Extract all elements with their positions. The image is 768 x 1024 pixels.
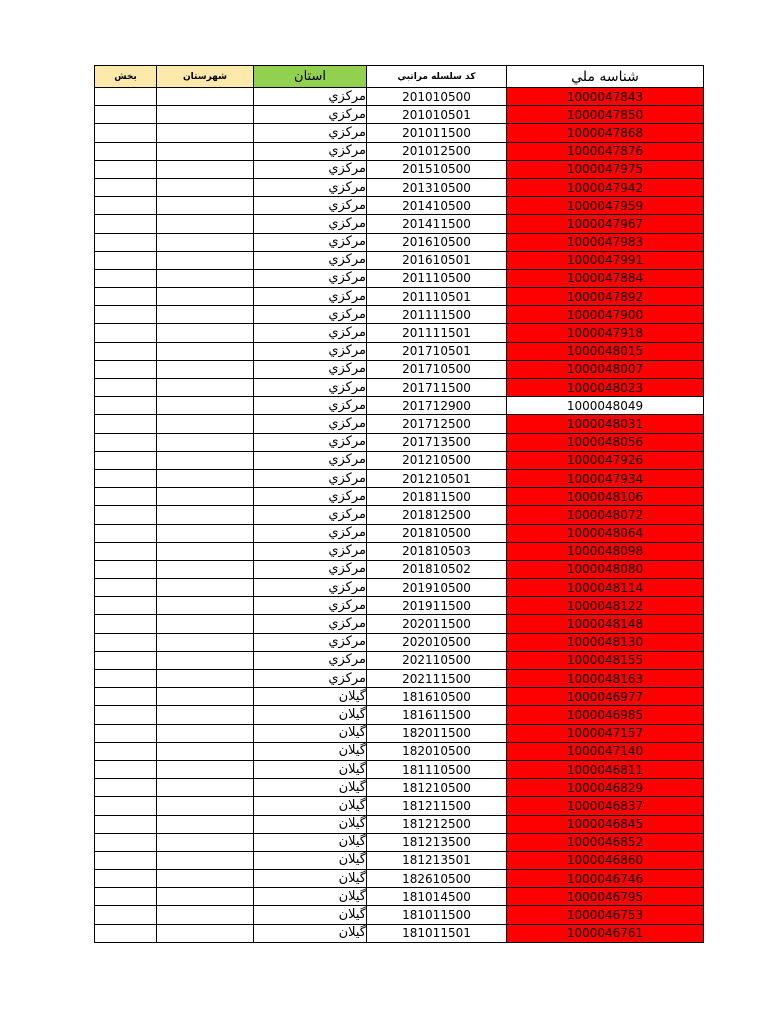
cell-bakhsh[interactable] bbox=[95, 851, 157, 869]
cell-ostan[interactable]: مركزي bbox=[254, 615, 367, 633]
cell-ostan[interactable]: مركزي bbox=[254, 633, 367, 651]
cell-ostan[interactable]: گيلان bbox=[254, 870, 367, 888]
table-row bbox=[95, 142, 704, 160]
cell-ostan[interactable]: مركزي bbox=[254, 178, 367, 196]
cell-hierarchy-code[interactable]: 201011500 bbox=[367, 124, 507, 142]
cell-national-id[interactable]: 1000046746 bbox=[507, 870, 704, 888]
table-row bbox=[95, 688, 704, 706]
cell-bakhsh[interactable] bbox=[95, 670, 157, 688]
cell-ostan[interactable]: مركزي bbox=[254, 397, 367, 415]
cell-national-id[interactable]: 1000046811 bbox=[507, 760, 704, 778]
cell-hierarchy-code[interactable]: 201610500 bbox=[367, 233, 507, 251]
cell-national-id[interactable]: 1000048106 bbox=[507, 488, 704, 506]
cell-ostan[interactable]: مركزي bbox=[254, 251, 367, 269]
cell-national-id[interactable]: 1000047868 bbox=[507, 124, 704, 142]
cell-ostan[interactable]: گيلان bbox=[254, 815, 367, 833]
cell-bakhsh[interactable] bbox=[95, 197, 157, 215]
cell-shahrestan[interactable] bbox=[157, 324, 254, 342]
header-bakhsh[interactable]: بخش bbox=[95, 66, 157, 88]
header-row bbox=[95, 66, 704, 88]
cell-hierarchy-code[interactable]: 202010500 bbox=[367, 633, 507, 651]
cell-bakhsh[interactable] bbox=[95, 124, 157, 142]
cell-bakhsh[interactable] bbox=[95, 797, 157, 815]
cell-national-id[interactable]: 1000047942 bbox=[507, 178, 704, 196]
table-row bbox=[95, 415, 704, 433]
cell-bakhsh[interactable] bbox=[95, 360, 157, 378]
cell-hierarchy-code[interactable]: 202011500 bbox=[367, 615, 507, 633]
table-row bbox=[95, 197, 704, 215]
table-row bbox=[95, 233, 704, 251]
table-row bbox=[95, 506, 704, 524]
cell-bakhsh[interactable] bbox=[95, 178, 157, 196]
cell-bakhsh[interactable] bbox=[95, 160, 157, 178]
cell-hierarchy-code[interactable]: 201210500 bbox=[367, 451, 507, 469]
cell-national-id[interactable]: 1000046985 bbox=[507, 706, 704, 724]
cell-national-id[interactable]: 1000046795 bbox=[507, 888, 704, 906]
cell-bakhsh[interactable] bbox=[95, 288, 157, 306]
cell-shahrestan[interactable] bbox=[157, 560, 254, 578]
cell-national-id[interactable]: 1000048122 bbox=[507, 597, 704, 615]
cell-hierarchy-code[interactable]: 201810503 bbox=[367, 542, 507, 560]
table-row bbox=[95, 215, 704, 233]
cell-bakhsh[interactable] bbox=[95, 579, 157, 597]
cell-ostan[interactable]: مركزي bbox=[254, 506, 367, 524]
table-row bbox=[95, 360, 704, 378]
cell-national-id[interactable]: 1000046977 bbox=[507, 688, 704, 706]
table-row bbox=[95, 488, 704, 506]
table-row bbox=[95, 815, 704, 833]
table-row bbox=[95, 106, 704, 124]
cell-national-id[interactable]: 1000048130 bbox=[507, 633, 704, 651]
cell-ostan[interactable]: گيلان bbox=[254, 888, 367, 906]
cell-national-id[interactable]: 1000047843 bbox=[507, 88, 704, 106]
table-row bbox=[95, 797, 704, 815]
cell-shahrestan[interactable] bbox=[157, 760, 254, 778]
header-hierarchy-code[interactable]: كد سلسله مراتبي bbox=[367, 66, 507, 88]
cell-hierarchy-code[interactable]: 201411500 bbox=[367, 215, 507, 233]
cell-hierarchy-code[interactable]: 182610500 bbox=[367, 870, 507, 888]
cell-hierarchy-code[interactable]: 181213500 bbox=[367, 833, 507, 851]
cell-bakhsh[interactable] bbox=[95, 215, 157, 233]
table-row bbox=[95, 579, 704, 597]
table-row bbox=[95, 542, 704, 560]
table-row bbox=[95, 742, 704, 760]
cell-bakhsh[interactable] bbox=[95, 888, 157, 906]
cell-hierarchy-code[interactable]: 201911500 bbox=[367, 597, 507, 615]
header-national-id[interactable]: شناسه ملي bbox=[507, 66, 704, 88]
table-row bbox=[95, 779, 704, 797]
cell-national-id[interactable]: 1000047884 bbox=[507, 269, 704, 287]
cell-hierarchy-code[interactable]: 181014500 bbox=[367, 888, 507, 906]
cell-ostan[interactable]: مركزي bbox=[254, 360, 367, 378]
table-row bbox=[95, 306, 704, 324]
cell-hierarchy-code[interactable]: 201710500 bbox=[367, 360, 507, 378]
cell-bakhsh[interactable] bbox=[95, 833, 157, 851]
cell-bakhsh[interactable] bbox=[95, 615, 157, 633]
cell-hierarchy-code[interactable]: 201210501 bbox=[367, 469, 507, 487]
cell-national-id[interactable]: 1000047876 bbox=[507, 142, 704, 160]
cell-shahrestan[interactable] bbox=[157, 233, 254, 251]
cell-ostan[interactable]: مركزي bbox=[254, 88, 367, 106]
table-body bbox=[95, 88, 704, 943]
cell-ostan[interactable]: مركزي bbox=[254, 306, 367, 324]
cell-shahrestan[interactable] bbox=[157, 633, 254, 651]
cell-national-id[interactable]: 1000048049 bbox=[507, 397, 704, 415]
cell-ostan[interactable]: گيلان bbox=[254, 760, 367, 778]
cell-ostan[interactable]: گيلان bbox=[254, 779, 367, 797]
cell-ostan[interactable]: مركزي bbox=[254, 379, 367, 397]
cell-hierarchy-code[interactable]: 201111500 bbox=[367, 306, 507, 324]
table-row bbox=[95, 124, 704, 142]
cell-hierarchy-code[interactable]: 201110500 bbox=[367, 269, 507, 287]
cell-bakhsh[interactable] bbox=[95, 233, 157, 251]
cell-hierarchy-code[interactable]: 181211500 bbox=[367, 797, 507, 815]
cell-bakhsh[interactable] bbox=[95, 379, 157, 397]
cell-ostan[interactable]: مركزي bbox=[254, 579, 367, 597]
cell-shahrestan[interactable] bbox=[157, 615, 254, 633]
table-row bbox=[95, 615, 704, 633]
cell-national-id[interactable]: 1000046852 bbox=[507, 833, 704, 851]
cell-shahrestan[interactable] bbox=[157, 815, 254, 833]
cell-bakhsh[interactable] bbox=[95, 269, 157, 287]
cell-shahrestan[interactable] bbox=[157, 906, 254, 924]
cell-bakhsh[interactable] bbox=[95, 597, 157, 615]
cell-ostan[interactable]: گيلان bbox=[254, 742, 367, 760]
cell-national-id[interactable]: 1000048155 bbox=[507, 651, 704, 669]
table-row bbox=[95, 469, 704, 487]
cell-bakhsh[interactable] bbox=[95, 633, 157, 651]
cell-hierarchy-code[interactable]: 201712900 bbox=[367, 397, 507, 415]
cell-shahrestan[interactable] bbox=[157, 178, 254, 196]
cell-national-id[interactable]: 1000048080 bbox=[507, 560, 704, 578]
cell-ostan[interactable]: مركزي bbox=[254, 597, 367, 615]
cell-shahrestan[interactable] bbox=[157, 670, 254, 688]
cell-bakhsh[interactable] bbox=[95, 306, 157, 324]
cell-ostan[interactable]: مركزي bbox=[254, 324, 367, 342]
cell-hierarchy-code[interactable]: 181610500 bbox=[367, 688, 507, 706]
cell-national-id[interactable]: 1000047140 bbox=[507, 742, 704, 760]
cell-hierarchy-code[interactable]: 201010501 bbox=[367, 106, 507, 124]
cell-ostan[interactable]: مركزي bbox=[254, 451, 367, 469]
cell-shahrestan[interactable] bbox=[157, 306, 254, 324]
cell-shahrestan[interactable] bbox=[157, 742, 254, 760]
cell-hierarchy-code[interactable]: 201410500 bbox=[367, 197, 507, 215]
cell-bakhsh[interactable] bbox=[95, 724, 157, 742]
cell-shahrestan[interactable] bbox=[157, 688, 254, 706]
cell-ostan[interactable]: گيلان bbox=[254, 851, 367, 869]
cell-bakhsh[interactable] bbox=[95, 779, 157, 797]
table-row bbox=[95, 870, 704, 888]
cell-ostan[interactable]: مركزي bbox=[254, 342, 367, 360]
cell-national-id[interactable]: 1000047991 bbox=[507, 251, 704, 269]
cell-bakhsh[interactable] bbox=[95, 451, 157, 469]
table-row bbox=[95, 560, 704, 578]
cell-shahrestan[interactable] bbox=[157, 106, 254, 124]
cell-national-id[interactable]: 1000047900 bbox=[507, 306, 704, 324]
cell-hierarchy-code[interactable]: 201010500 bbox=[367, 88, 507, 106]
cell-hierarchy-code[interactable]: 201810502 bbox=[367, 560, 507, 578]
table-row bbox=[95, 724, 704, 742]
cell-national-id[interactable]: 1000046753 bbox=[507, 906, 704, 924]
cell-bakhsh[interactable] bbox=[95, 524, 157, 542]
cell-national-id[interactable]: 1000048056 bbox=[507, 433, 704, 451]
table-row bbox=[95, 379, 704, 397]
table-row bbox=[95, 760, 704, 778]
cell-shahrestan[interactable] bbox=[157, 379, 254, 397]
cell-hierarchy-code[interactable]: 201510500 bbox=[367, 160, 507, 178]
table-row bbox=[95, 651, 704, 669]
cell-bakhsh[interactable] bbox=[95, 324, 157, 342]
cell-ostan[interactable]: مركزي bbox=[254, 269, 367, 287]
cell-shahrestan[interactable] bbox=[157, 160, 254, 178]
cell-national-id[interactable]: 1000048015 bbox=[507, 342, 704, 360]
cell-hierarchy-code[interactable]: 181011501 bbox=[367, 924, 507, 942]
cell-national-id[interactable]: 1000046845 bbox=[507, 815, 704, 833]
cell-hierarchy-code[interactable]: 181110500 bbox=[367, 760, 507, 778]
cell-national-id[interactable]: 1000048007 bbox=[507, 360, 704, 378]
table-row bbox=[95, 288, 704, 306]
cell-national-id[interactable]: 1000047926 bbox=[507, 451, 704, 469]
cell-shahrestan[interactable] bbox=[157, 706, 254, 724]
cell-shahrestan[interactable] bbox=[157, 197, 254, 215]
cell-hierarchy-code[interactable]: 201711500 bbox=[367, 379, 507, 397]
cell-hierarchy-code[interactable]: 201110501 bbox=[367, 288, 507, 306]
cell-national-id[interactable]: 1000048031 bbox=[507, 415, 704, 433]
cell-national-id[interactable]: 1000046829 bbox=[507, 779, 704, 797]
cell-national-id[interactable]: 1000048148 bbox=[507, 615, 704, 633]
cell-ostan[interactable]: مركزي bbox=[254, 215, 367, 233]
cell-national-id[interactable]: 1000046761 bbox=[507, 924, 704, 942]
table-row bbox=[95, 88, 704, 106]
cell-ostan[interactable]: مركزي bbox=[254, 488, 367, 506]
table-row bbox=[95, 906, 704, 924]
cell-hierarchy-code[interactable]: 181213501 bbox=[367, 851, 507, 869]
cell-national-id[interactable]: 1000047967 bbox=[507, 215, 704, 233]
cell-bakhsh[interactable] bbox=[95, 815, 157, 833]
cell-ostan[interactable]: مركزي bbox=[254, 670, 367, 688]
cell-national-id[interactable]: 1000047892 bbox=[507, 288, 704, 306]
cell-hierarchy-code[interactable]: 201712500 bbox=[367, 415, 507, 433]
cell-bakhsh[interactable] bbox=[95, 651, 157, 669]
cell-ostan[interactable]: مركزي bbox=[254, 106, 367, 124]
table-row bbox=[95, 851, 704, 869]
cell-national-id[interactable]: 1000048098 bbox=[507, 542, 704, 560]
cell-ostan[interactable]: گيلان bbox=[254, 688, 367, 706]
cell-shahrestan[interactable] bbox=[157, 215, 254, 233]
cell-ostan[interactable]: مركزي bbox=[254, 524, 367, 542]
cell-national-id[interactable]: 1000047934 bbox=[507, 469, 704, 487]
cell-national-id[interactable]: 1000047959 bbox=[507, 197, 704, 215]
spreadsheet-table bbox=[94, 65, 704, 943]
cell-national-id[interactable]: 1000046837 bbox=[507, 797, 704, 815]
cell-shahrestan[interactable] bbox=[157, 524, 254, 542]
table-row bbox=[95, 833, 704, 851]
cell-bakhsh[interactable] bbox=[95, 251, 157, 269]
header-shahrestan[interactable]: شهرستان bbox=[157, 66, 254, 88]
cell-hierarchy-code[interactable]: 181011500 bbox=[367, 906, 507, 924]
cell-shahrestan[interactable] bbox=[157, 651, 254, 669]
cell-ostan[interactable]: مركزي bbox=[254, 560, 367, 578]
cell-hierarchy-code[interactable]: 201812500 bbox=[367, 506, 507, 524]
cell-hierarchy-code[interactable]: 181210500 bbox=[367, 779, 507, 797]
table-row bbox=[95, 433, 704, 451]
table-row bbox=[95, 597, 704, 615]
cell-shahrestan[interactable] bbox=[157, 797, 254, 815]
cell-ostan[interactable]: گيلان bbox=[254, 797, 367, 815]
cell-national-id[interactable]: 1000048064 bbox=[507, 524, 704, 542]
cell-bakhsh[interactable] bbox=[95, 742, 157, 760]
cell-ostan[interactable]: مركزي bbox=[254, 160, 367, 178]
cell-ostan[interactable]: مركزي bbox=[254, 651, 367, 669]
table-row bbox=[95, 706, 704, 724]
cell-ostan[interactable]: گيلان bbox=[254, 833, 367, 851]
cell-hierarchy-code[interactable]: 201012500 bbox=[367, 142, 507, 160]
cell-shahrestan[interactable] bbox=[157, 251, 254, 269]
cell-hierarchy-code[interactable]: 182010500 bbox=[367, 742, 507, 760]
cell-bakhsh[interactable] bbox=[95, 433, 157, 451]
cell-bakhsh[interactable] bbox=[95, 397, 157, 415]
cell-bakhsh[interactable] bbox=[95, 924, 157, 942]
cell-national-id[interactable]: 1000048114 bbox=[507, 579, 704, 597]
cell-bakhsh[interactable] bbox=[95, 142, 157, 160]
table-row bbox=[95, 269, 704, 287]
cell-bakhsh[interactable] bbox=[95, 542, 157, 560]
cell-shahrestan[interactable] bbox=[157, 288, 254, 306]
cell-national-id[interactable]: 1000048023 bbox=[507, 379, 704, 397]
cell-shahrestan[interactable] bbox=[157, 833, 254, 851]
cell-hierarchy-code[interactable]: 201111501 bbox=[367, 324, 507, 342]
cell-hierarchy-code[interactable]: 201310500 bbox=[367, 178, 507, 196]
table-row bbox=[95, 342, 704, 360]
table-row bbox=[95, 633, 704, 651]
cell-bakhsh[interactable] bbox=[95, 688, 157, 706]
table-row bbox=[95, 924, 704, 942]
cell-ostan[interactable]: گيلان bbox=[254, 706, 367, 724]
cell-ostan[interactable]: مركزي bbox=[254, 415, 367, 433]
cell-shahrestan[interactable] bbox=[157, 779, 254, 797]
cell-ostan[interactable]: مركزي bbox=[254, 197, 367, 215]
cell-hierarchy-code[interactable]: 201710501 bbox=[367, 342, 507, 360]
cell-bakhsh[interactable] bbox=[95, 488, 157, 506]
table-row bbox=[95, 251, 704, 269]
cell-shahrestan[interactable] bbox=[157, 888, 254, 906]
cell-bakhsh[interactable] bbox=[95, 760, 157, 778]
cell-shahrestan[interactable] bbox=[157, 924, 254, 942]
cell-ostan[interactable]: مركزي bbox=[254, 469, 367, 487]
table-row bbox=[95, 397, 704, 415]
cell-hierarchy-code[interactable]: 182011500 bbox=[367, 724, 507, 742]
cell-shahrestan[interactable] bbox=[157, 397, 254, 415]
cell-ostan[interactable]: گيلان bbox=[254, 906, 367, 924]
table-row bbox=[95, 524, 704, 542]
cell-shahrestan[interactable] bbox=[157, 269, 254, 287]
cell-bakhsh[interactable] bbox=[95, 106, 157, 124]
table-row bbox=[95, 160, 704, 178]
cell-shahrestan[interactable] bbox=[157, 142, 254, 160]
cell-bakhsh[interactable] bbox=[95, 906, 157, 924]
cell-shahrestan[interactable] bbox=[157, 579, 254, 597]
cell-shahrestan[interactable] bbox=[157, 506, 254, 524]
cell-bakhsh[interactable] bbox=[95, 560, 157, 578]
cell-bakhsh[interactable] bbox=[95, 506, 157, 524]
cell-bakhsh[interactable] bbox=[95, 469, 157, 487]
cell-national-id[interactable]: 1000047983 bbox=[507, 233, 704, 251]
cell-shahrestan[interactable] bbox=[157, 124, 254, 142]
cell-shahrestan[interactable] bbox=[157, 870, 254, 888]
cell-shahrestan[interactable] bbox=[157, 542, 254, 560]
cell-national-id[interactable]: 1000048163 bbox=[507, 670, 704, 688]
cell-hierarchy-code[interactable]: 202111500 bbox=[367, 670, 507, 688]
cell-shahrestan[interactable] bbox=[157, 597, 254, 615]
cell-bakhsh[interactable] bbox=[95, 870, 157, 888]
header-ostan[interactable]: استان bbox=[254, 66, 367, 88]
cell-national-id[interactable]: 1000047850 bbox=[507, 106, 704, 124]
cell-bakhsh[interactable] bbox=[95, 88, 157, 106]
cell-ostan[interactable]: مركزي bbox=[254, 433, 367, 451]
cell-hierarchy-code[interactable]: 201910500 bbox=[367, 579, 507, 597]
cell-hierarchy-code[interactable]: 201713500 bbox=[367, 433, 507, 451]
cell-ostan[interactable]: مركزي bbox=[254, 124, 367, 142]
cell-ostan[interactable]: مركزي bbox=[254, 142, 367, 160]
cell-ostan[interactable]: مركزي bbox=[254, 542, 367, 560]
cell-shahrestan[interactable] bbox=[157, 724, 254, 742]
cell-bakhsh[interactable] bbox=[95, 706, 157, 724]
cell-bakhsh[interactable] bbox=[95, 415, 157, 433]
cell-hierarchy-code[interactable]: 181212500 bbox=[367, 815, 507, 833]
cell-hierarchy-code[interactable]: 201811500 bbox=[367, 488, 507, 506]
cell-shahrestan[interactable] bbox=[157, 851, 254, 869]
table-row bbox=[95, 670, 704, 688]
table-row bbox=[95, 888, 704, 906]
cell-shahrestan[interactable] bbox=[157, 469, 254, 487]
cell-hierarchy-code[interactable]: 201610501 bbox=[367, 251, 507, 269]
cell-national-id[interactable]: 1000047157 bbox=[507, 724, 704, 742]
cell-shahrestan[interactable] bbox=[157, 415, 254, 433]
cell-national-id[interactable]: 1000047975 bbox=[507, 160, 704, 178]
cell-hierarchy-code[interactable]: 201810500 bbox=[367, 524, 507, 542]
cell-shahrestan[interactable] bbox=[157, 342, 254, 360]
cell-shahrestan[interactable] bbox=[157, 451, 254, 469]
cell-ostan[interactable]: گيلان bbox=[254, 924, 367, 942]
cell-hierarchy-code[interactable]: 181611500 bbox=[367, 706, 507, 724]
cell-bakhsh[interactable] bbox=[95, 342, 157, 360]
table-row bbox=[95, 324, 704, 342]
cell-national-id[interactable]: 1000048072 bbox=[507, 506, 704, 524]
cell-hierarchy-code[interactable]: 202110500 bbox=[367, 651, 507, 669]
cell-ostan[interactable]: مركزي bbox=[254, 233, 367, 251]
cell-ostan[interactable]: گيلان bbox=[254, 724, 367, 742]
table-row bbox=[95, 178, 704, 196]
cell-national-id[interactable]: 1000046860 bbox=[507, 851, 704, 869]
cell-national-id[interactable]: 1000047918 bbox=[507, 324, 704, 342]
cell-shahrestan[interactable] bbox=[157, 488, 254, 506]
cell-shahrestan[interactable] bbox=[157, 433, 254, 451]
cell-ostan[interactable]: مركزي bbox=[254, 288, 367, 306]
cell-shahrestan[interactable] bbox=[157, 360, 254, 378]
cell-shahrestan[interactable] bbox=[157, 88, 254, 106]
table-row bbox=[95, 451, 704, 469]
